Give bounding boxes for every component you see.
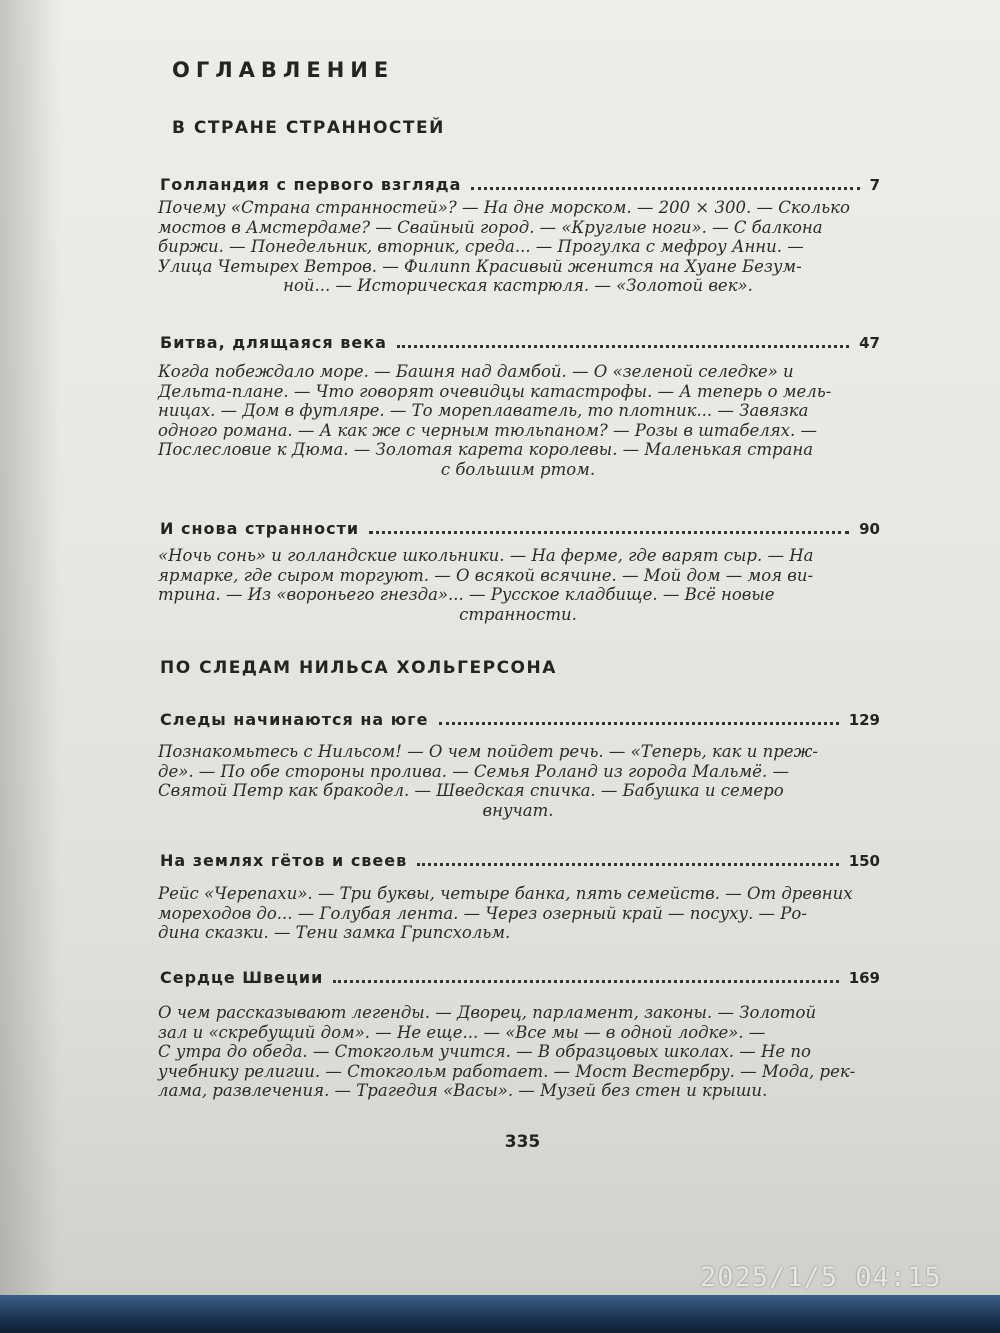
chapter-description — [158, 362, 878, 479]
chapter-page: 129 — [848, 711, 880, 729]
description-line: Дельта-плане. — Что говорят очевидцы катастрофы. — А теперь о мель- — [158, 381, 832, 401]
chapter-entry — [160, 844, 880, 870]
description-line: Послесловие к Дюма. — Золотая карета королевы. — Маленькая страна — [158, 440, 814, 459]
description-line: Святой Петр как бракодел. — Шведская спичка. — Бабушка и семеро — [158, 781, 784, 800]
leader-dots — [369, 531, 849, 534]
chapter-page: 7 — [869, 176, 880, 194]
chapter-description — [158, 546, 878, 624]
description-line: Улица Четырех Ветров. — Филипп Красивый женится на Хуане Безум- — [158, 256, 802, 276]
book-cover-edge — [0, 1295, 1000, 1333]
chapter-name: Битва, длящаяся века — [160, 333, 387, 352]
chapter-page: 150 — [848, 852, 880, 870]
chapter-page: 169 — [848, 969, 880, 987]
chapter-name: Сердце Швеции — [160, 968, 324, 987]
chapter-description — [158, 1003, 878, 1101]
description-line: ной... — Историческая кастрюля. — «Золотой век». — [283, 276, 753, 295]
description-line: Когда побеждало море. — Башня над дамбой. — О «зеленой селедке» и — [158, 362, 794, 381]
description-line: «Ночь сонь» и голландские школьники. — На ферме, где варят сыр. — На — [158, 546, 814, 565]
description-line: ницах. — Дом в футляре. — То мореплаватель, то плотник... — Завязка — [158, 401, 809, 420]
description-line: странности. — [459, 604, 577, 624]
toc-title: ОГЛАВЛЕНИЕ — [172, 58, 395, 82]
leader-dots — [397, 345, 849, 348]
description-line: лама, развлечения. — Трагедия «Васы». — Музей без стен и крыши. — [158, 1081, 768, 1100]
chapter-description — [158, 742, 878, 820]
chapter-entry — [160, 961, 880, 987]
description-line: трина. — Из «вороньего гнезда»... — Русское кладбище. — Всё новые — [158, 585, 775, 604]
chapter-entry — [160, 512, 880, 538]
description-line: дина сказки. — Тени замка Грипсхольм. — [158, 923, 511, 942]
chapter-page: 90 — [859, 520, 880, 538]
description-line: с большим ртом. — [440, 459, 596, 479]
chapter-entry — [160, 703, 880, 729]
page-number: 335 — [504, 1132, 541, 1152]
description-line: биржи. — Понедельник, вторник, среда... — Прогулка с мефроу Анни. — — [158, 237, 804, 256]
leader-dots — [439, 722, 839, 725]
description-line: ярмарке, где сыром торгуют. — О всякой всячине. — Мой дом — моя ви- — [158, 565, 814, 585]
chapter-description — [158, 884, 878, 943]
chapter-page: 47 — [859, 334, 880, 352]
description-line: одного романа. — А как же с черным тюльпаном? — Розы в штабелях. — — [158, 420, 817, 440]
leader-dots — [333, 980, 838, 983]
description-line: внучат. — [482, 800, 554, 820]
leader-dots — [417, 863, 838, 866]
description-line: де». — По обе стороны пролива. — Семья Роланд из города Мальмё. — — [158, 761, 789, 781]
part-title-1: В СТРАНЕ СТРАННОСТЕЙ — [172, 118, 445, 138]
chapter-entry — [160, 168, 880, 194]
description-line: мостов в Амстердаме? — Свайный город. — «Круглые ноги». — С балкона — [158, 217, 823, 237]
description-line: О чем рассказывают легенды. — Дворец, парламент, законы. — Золотой — [158, 1003, 817, 1022]
chapter-name: На землях гётов и свеев — [160, 851, 408, 870]
description-line: Почему «Страна странностей»? — На дне морском. — 200 × 300. — Сколько — [158, 198, 850, 217]
chapter-name: Голландия с первого взгляда — [160, 175, 462, 194]
chapter-name: Следы начинаются на юге — [160, 710, 429, 729]
photo-timestamp: 2025/1/5 04:15 — [700, 1262, 942, 1293]
chapter-entry — [160, 326, 880, 352]
description-line: С утра до обеда. — Стокгольм учится. — В образцовых школах. — Не по — [158, 1042, 811, 1061]
part-title-2: ПО СЛЕДАМ НИЛЬСА ХОЛЬГЕРСОНА — [160, 658, 557, 678]
description-line: зал и «скребущий дом». — Не еще... — «Все мы — в одной лодке». — — [158, 1022, 766, 1042]
description-line: Рейс «Черепахи». — Три буквы, четыре банка, пять семейств. — От древних — [158, 884, 853, 903]
description-line: учебнику религии. — Стокгольм работает. — Мост Вестербру. — Мода, рек- — [158, 1061, 856, 1081]
chapter-name: И снова странности — [160, 519, 360, 538]
chapter-description — [158, 198, 878, 296]
binding-shadow — [0, 0, 60, 1295]
description-line: Познакомьтесь с Нильсом! — О чем пойдет речь. — «Теперь, как и преж- — [158, 742, 818, 761]
description-line: мореходов до... — Голубая лента. — Через озерный край — посуху. — Ро- — [158, 903, 807, 923]
leader-dots — [471, 187, 859, 190]
